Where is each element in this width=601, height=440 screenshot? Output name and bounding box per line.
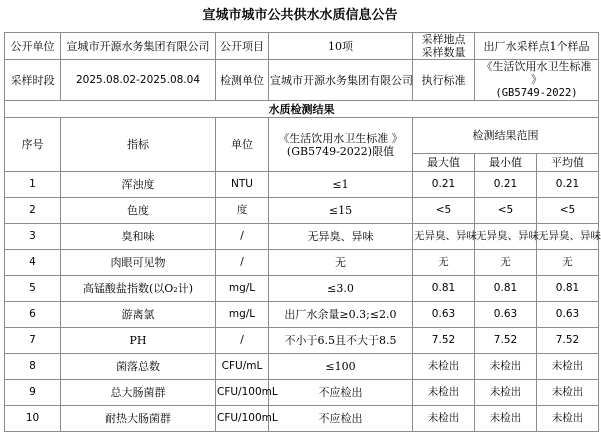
cell-min: 未检出 <box>475 406 537 432</box>
table-row <box>5 198 599 224</box>
header-min: 最小值 <box>475 154 537 172</box>
cell-indicator: PH <box>61 328 216 354</box>
cell-limit: 不小于6.5且不大于8.5 <box>269 328 413 354</box>
cell-indicator: 肉眼可见物 <box>61 250 216 276</box>
table-row <box>5 328 599 354</box>
std-value-line-1: 《生活饮用水卫生标准 》 <box>481 60 592 86</box>
cell-indicator: 总大肠菌群 <box>61 380 216 406</box>
table-row <box>5 172 599 198</box>
cell-seq: 2 <box>5 198 61 224</box>
cell-indicator: 高锰酸盐指数(以O₂计) <box>61 276 216 302</box>
cell-unit: 度 <box>216 198 269 224</box>
unit-value: 宣城市开源水务集团有限公司 <box>61 33 216 60</box>
cell-min: 未检出 <box>475 354 537 380</box>
cell-seq: 6 <box>5 302 61 328</box>
cell-seq: 9 <box>5 380 61 406</box>
header-limit-line-1: 《生活饮用水卫生标准 》 <box>278 131 403 145</box>
sample-label <box>413 33 475 60</box>
std-value-line-2: (GB5749-2022) <box>495 87 578 99</box>
cell-seq: 10 <box>5 406 61 432</box>
cell-unit: mg/L <box>216 276 269 302</box>
cell-limit: 无异臭、异味 <box>269 224 413 250</box>
cell-max: 无 <box>413 250 475 276</box>
cell-indicator: 耐热大肠菌群 <box>61 406 216 432</box>
table-row <box>5 224 599 250</box>
time-value: 2025.08.02-2025.08.04 <box>61 60 216 101</box>
cell-avg: 7.52 <box>537 328 599 354</box>
cell-min: 0.63 <box>475 302 537 328</box>
cell-limit: 不应检出 <box>269 380 413 406</box>
cell-min: 7.52 <box>475 328 537 354</box>
table-row <box>5 354 599 380</box>
cell-indicator: 菌落总数 <box>61 354 216 380</box>
cell-unit: / <box>216 224 269 250</box>
cell-min: 0.81 <box>475 276 537 302</box>
cell-limit: 无 <box>269 250 413 276</box>
item-value: 10项 <box>269 33 413 60</box>
header-limit-line-2: (GB5749-2022)限值 <box>286 144 395 158</box>
cell-min: 0.21 <box>475 172 537 198</box>
cell-limit: 不应检出 <box>269 406 413 432</box>
cell-avg: 无 <box>537 250 599 276</box>
cell-indicator: 游离氯 <box>61 302 216 328</box>
cell-unit: / <box>216 250 269 276</box>
cell-avg: 0.81 <box>537 276 599 302</box>
header-limit <box>269 118 413 172</box>
sample-label-line-2: 采样数量 <box>421 46 466 59</box>
cell-avg: 0.21 <box>537 172 599 198</box>
header-unit: 单位 <box>216 118 269 172</box>
cell-seq: 3 <box>5 224 61 250</box>
cell-unit: CFU/100mL <box>216 380 269 406</box>
header-avg: 平均值 <box>537 154 599 172</box>
section-row <box>5 101 599 118</box>
cell-seq: 4 <box>5 250 61 276</box>
cell-max: <5 <box>413 198 475 224</box>
table-row <box>5 380 599 406</box>
page-title: 宣城市城市公共供水水质信息公告 <box>202 8 398 23</box>
header-max: 最大值 <box>413 154 475 172</box>
sample-label-line-1: 采样地点 <box>421 33 466 46</box>
info-row-2 <box>5 60 599 101</box>
cell-max: 0.81 <box>413 276 475 302</box>
water-quality-table <box>4 32 599 432</box>
sample-value: 出厂水采样点1个样品 <box>475 33 599 60</box>
cell-avg: 未检出 <box>537 380 599 406</box>
cell-limit: ≤3.0 <box>269 276 413 302</box>
header-range: 检测结果范围 <box>413 118 599 154</box>
cell-unit: CFU/mL <box>216 354 269 380</box>
item-label: 公开项目 <box>216 33 269 60</box>
cell-avg: 未检出 <box>537 354 599 380</box>
cell-seq: 8 <box>5 354 61 380</box>
dept-label: 检测单位 <box>216 60 269 101</box>
std-value <box>475 60 599 101</box>
table-row <box>5 250 599 276</box>
cell-limit: 出厂水余量≥0.3;≤2.0 <box>269 302 413 328</box>
cell-indicator: 臭和味 <box>61 224 216 250</box>
cell-seq: 1 <box>5 172 61 198</box>
section-title: 水质检测结果 <box>5 101 599 118</box>
header-indicator: 指标 <box>61 118 216 172</box>
cell-limit: ≤1 <box>269 172 413 198</box>
cell-indicator: 浑浊度 <box>61 172 216 198</box>
cell-avg: <5 <box>537 198 599 224</box>
cell-max: 未检出 <box>413 354 475 380</box>
cell-min: 无 <box>475 250 537 276</box>
cell-max: 无异臭、异味 <box>413 224 475 250</box>
table-row <box>5 302 599 328</box>
cell-avg: 0.63 <box>537 302 599 328</box>
cell-min: <5 <box>475 198 537 224</box>
unit-label: 公开单位 <box>5 33 61 60</box>
cell-unit: mg/L <box>216 302 269 328</box>
cell-max: 0.21 <box>413 172 475 198</box>
cell-unit: CFU/100mL <box>216 406 269 432</box>
cell-limit: ≤15 <box>269 198 413 224</box>
cell-max: 7.52 <box>413 328 475 354</box>
cell-indicator: 色度 <box>61 198 216 224</box>
cell-max: 未检出 <box>413 406 475 432</box>
cell-unit: NTU <box>216 172 269 198</box>
std-label: 执行标准 <box>413 60 475 101</box>
table-body <box>5 33 599 432</box>
cell-limit: ≤100 <box>269 354 413 380</box>
cell-max: 0.63 <box>413 302 475 328</box>
table-row <box>5 276 599 302</box>
cell-min: 未检出 <box>475 380 537 406</box>
info-row-1 <box>5 33 599 60</box>
header-row-1 <box>5 118 599 154</box>
cell-seq: 7 <box>5 328 61 354</box>
cell-avg: 无异臭、异味 <box>537 224 599 250</box>
header-seq: 序号 <box>5 118 61 172</box>
time-label: 采样时段 <box>5 60 61 101</box>
cell-seq: 5 <box>5 276 61 302</box>
table-row <box>5 406 599 432</box>
cell-unit: / <box>216 328 269 354</box>
cell-min: 无异臭、异味 <box>475 224 537 250</box>
dept-value: 宣城市开源水务集团有限公司 <box>269 60 413 101</box>
cell-avg: 未检出 <box>537 406 599 432</box>
cell-max: 未检出 <box>413 380 475 406</box>
